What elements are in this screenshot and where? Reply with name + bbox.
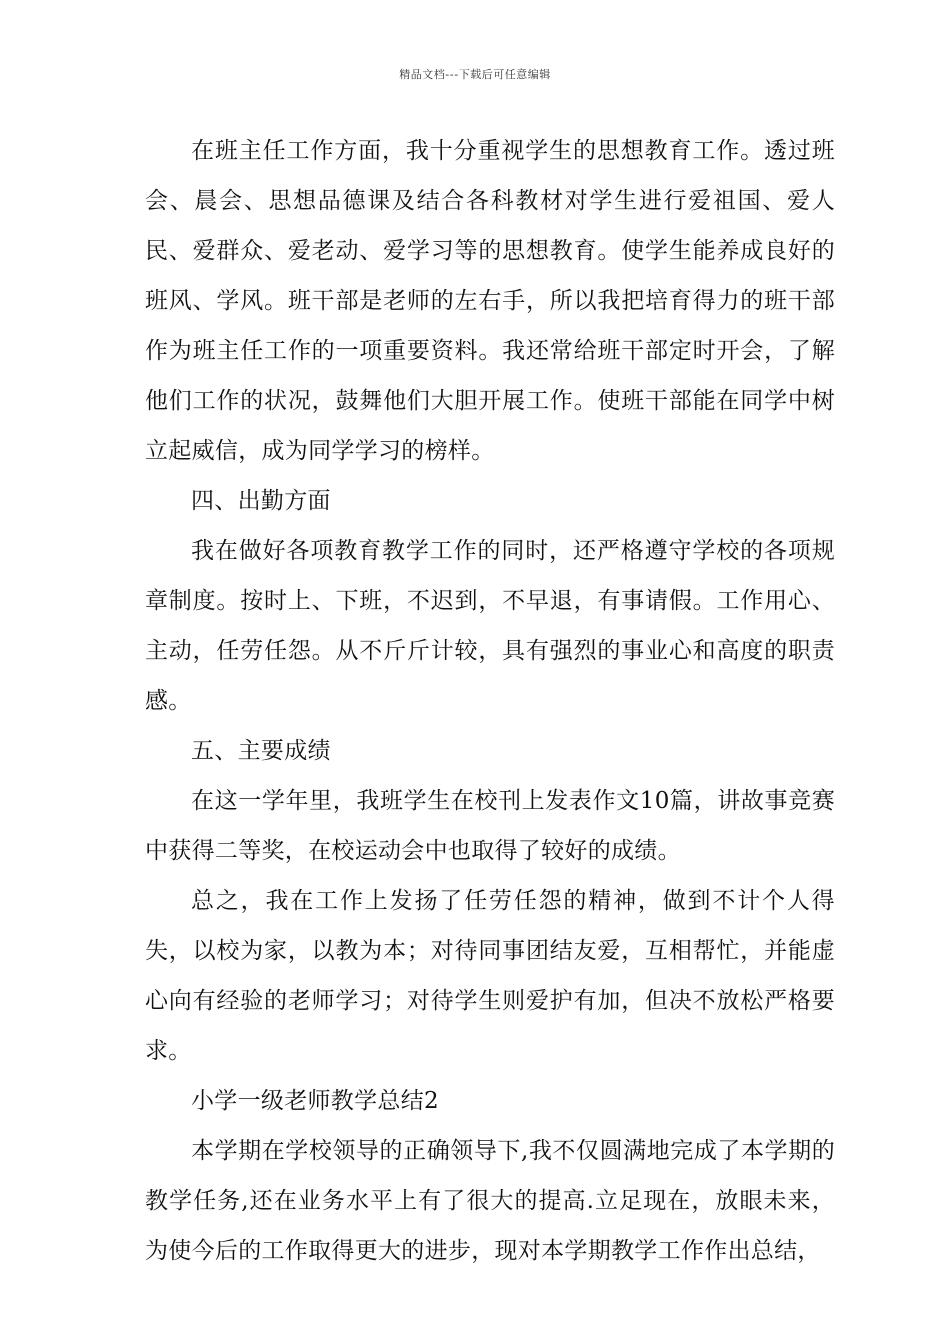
paragraph-achievements: 在这一学年里，我班学生在校刊上发表作文10篇，讲故事竞赛中获得二等奖，在校运动会中也取得了较好的成绩。 [145,788,835,864]
document-body [145,126,835,1276]
document-subtitle: 小学一级老师教学总结2 [191,1088,439,1114]
section-heading-achievements: 五、主要成绩 [191,738,331,764]
paragraph-class-teacher-work: 在班主任工作方面，我十分重视学生的思想教育工作。透过班会、晨会、思想品德课及结合各科教材对学生进行爱祖国、爱人民、爱群众、爱老动、爱学习等的思想教育。使学生能养成良好的班风、学风。班干部是老师的左右手，所以我把培育得力的班干部作为班主任工作的一项重要资料。我还常给班干部定时开会，了解他们工作的状况，鼓舞他们大胆开展工作。使班干部能在同学中树立起威信，成为同学学习的榜样。 [145,138,835,464]
paragraph-attendance: 我在做好各项教育教学工作的同时，还严格遵守学校的各项规章制度。按时上、下班，不迟到，不早退，有事请假。工作用心、主动，任劳任怨。从不斤斤计较，具有强烈的事业心和高度的职责感。 [145,538,835,714]
paragraph-conclusion: 总之，我在工作上发扬了任劳任怨的精神，做到不计个人得失，以校为家，以教为本；对待同事团结友爱，互相帮忙，并能虚心向有经验的老师学习；对待学生则爱护有加，但决不放松严格要求。 [145,888,835,1064]
paragraph-summary-intro: 本学期在学校领导的正确领导下,我不仅圆满地完成了本学期的教学任务,还在业务水平上有了很大的提高.立足现在，放眼未来，为使今后的工作取得更大的进步，现对本学期教学工作作出总结， [145,1138,835,1264]
page-header: 精品文档---下载后可任意编辑 [399,68,551,81]
section-heading-attendance: 四、出勤方面 [191,488,331,514]
